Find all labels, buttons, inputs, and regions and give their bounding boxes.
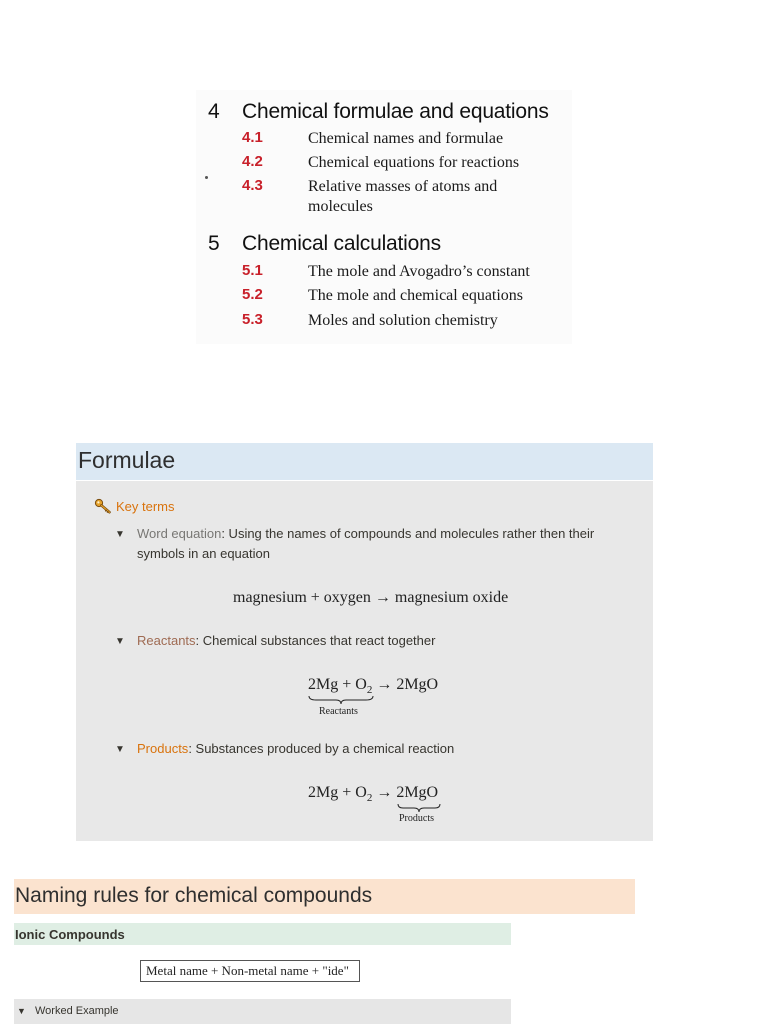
key-terms-label bbox=[94, 498, 175, 514]
key-icon bbox=[94, 498, 112, 514]
equation-arrow: → bbox=[372, 784, 397, 801]
item-text: Relative masses of atoms and molecules bbox=[308, 178, 498, 215]
equation-left: 2Mg + O bbox=[308, 676, 367, 693]
word-equation-label: Word equation bbox=[137, 526, 222, 541]
equation-left: 2Mg + O bbox=[308, 784, 367, 801]
word-equation-definition: : Using the names of compounds and molecules rather then their symbols in an equation bbox=[137, 526, 595, 561]
worked-example-label: Worked Example bbox=[35, 1005, 119, 1017]
products-term bbox=[137, 739, 637, 759]
products-label: Products bbox=[137, 741, 189, 756]
worked-example-toggle-block[interactable] bbox=[14, 999, 511, 1024]
item-code: 4.3 bbox=[242, 177, 263, 194]
item-text: Moles and solution chemistry bbox=[308, 312, 498, 329]
ionic-compounds-heading-block bbox=[14, 923, 511, 945]
word-equation-example: magnesium + oxygen → magnesium oxide bbox=[233, 589, 509, 606]
naming-rules-title: Naming rules for chemical compounds bbox=[15, 884, 373, 907]
word-equation-toggle[interactable]: ▼ bbox=[115, 529, 125, 540]
item-text: Chemical names and formulae bbox=[308, 130, 504, 147]
reactants-term bbox=[137, 631, 637, 651]
naming-rules-heading-block bbox=[14, 879, 635, 914]
ionic-naming-rule: Metal name + Non-metal name + "ide" bbox=[140, 960, 360, 982]
products-brace-label: Products bbox=[399, 813, 434, 824]
products-definition: : Substances produced by a chemical reaction bbox=[188, 741, 455, 756]
key-terms-text: Key terms bbox=[116, 498, 175, 514]
item-code: 5.1 bbox=[242, 262, 263, 279]
item-code: 5.2 bbox=[242, 286, 263, 303]
reactants-equation bbox=[308, 676, 438, 694]
item-code: 5.3 bbox=[242, 311, 263, 328]
reactants-brace-label: Reactants bbox=[319, 706, 358, 717]
products-toggle[interactable]: ▼ bbox=[115, 744, 125, 755]
item-text: Chemical equations for reactions bbox=[308, 154, 520, 171]
section-4-heading bbox=[208, 100, 549, 124]
section-number: 5 bbox=[208, 232, 220, 255]
item-text: The mole and Avogadro’s constant bbox=[308, 263, 530, 280]
equation-right: → 2MgO bbox=[372, 676, 439, 693]
formulae-title: Formulae bbox=[78, 447, 176, 473]
syllabus-item bbox=[242, 262, 548, 282]
reactants-label: Reactants bbox=[137, 633, 196, 648]
word-equation-term bbox=[137, 524, 637, 564]
item-code: 4.1 bbox=[242, 129, 263, 146]
section-title: Chemical formulae and equations bbox=[242, 100, 549, 123]
formulae-callout bbox=[76, 481, 653, 841]
reactants-toggle[interactable]: ▼ bbox=[115, 636, 125, 647]
item-text: The mole and chemical equations bbox=[308, 287, 524, 304]
formulae-heading-block bbox=[76, 443, 653, 480]
item-code: 4.2 bbox=[242, 153, 263, 170]
equation-subscript: 2 bbox=[366, 792, 373, 804]
products-equation bbox=[308, 784, 438, 802]
syllabus-item bbox=[242, 129, 548, 149]
equation-subscript: 2 bbox=[366, 684, 373, 696]
syllabus-item bbox=[242, 153, 548, 173]
syllabus-item bbox=[242, 311, 548, 331]
section-number: 4 bbox=[208, 100, 220, 123]
syllabus-item bbox=[242, 286, 548, 306]
syllabus-image bbox=[196, 90, 572, 344]
equation-right: 2MgO bbox=[396, 784, 439, 801]
section-title: Chemical calculations bbox=[242, 232, 441, 255]
scan-speck bbox=[205, 176, 208, 179]
products-brace bbox=[397, 803, 441, 813]
reactants-definition: : Chemical substances that react together bbox=[195, 633, 436, 648]
reactants-brace bbox=[308, 695, 374, 705]
syllabus-item bbox=[242, 177, 523, 217]
worked-example-toggle[interactable]: ▼ bbox=[17, 1006, 26, 1016]
section-5-heading bbox=[208, 232, 441, 256]
ionic-compounds-title: Ionic Compounds bbox=[15, 927, 125, 942]
